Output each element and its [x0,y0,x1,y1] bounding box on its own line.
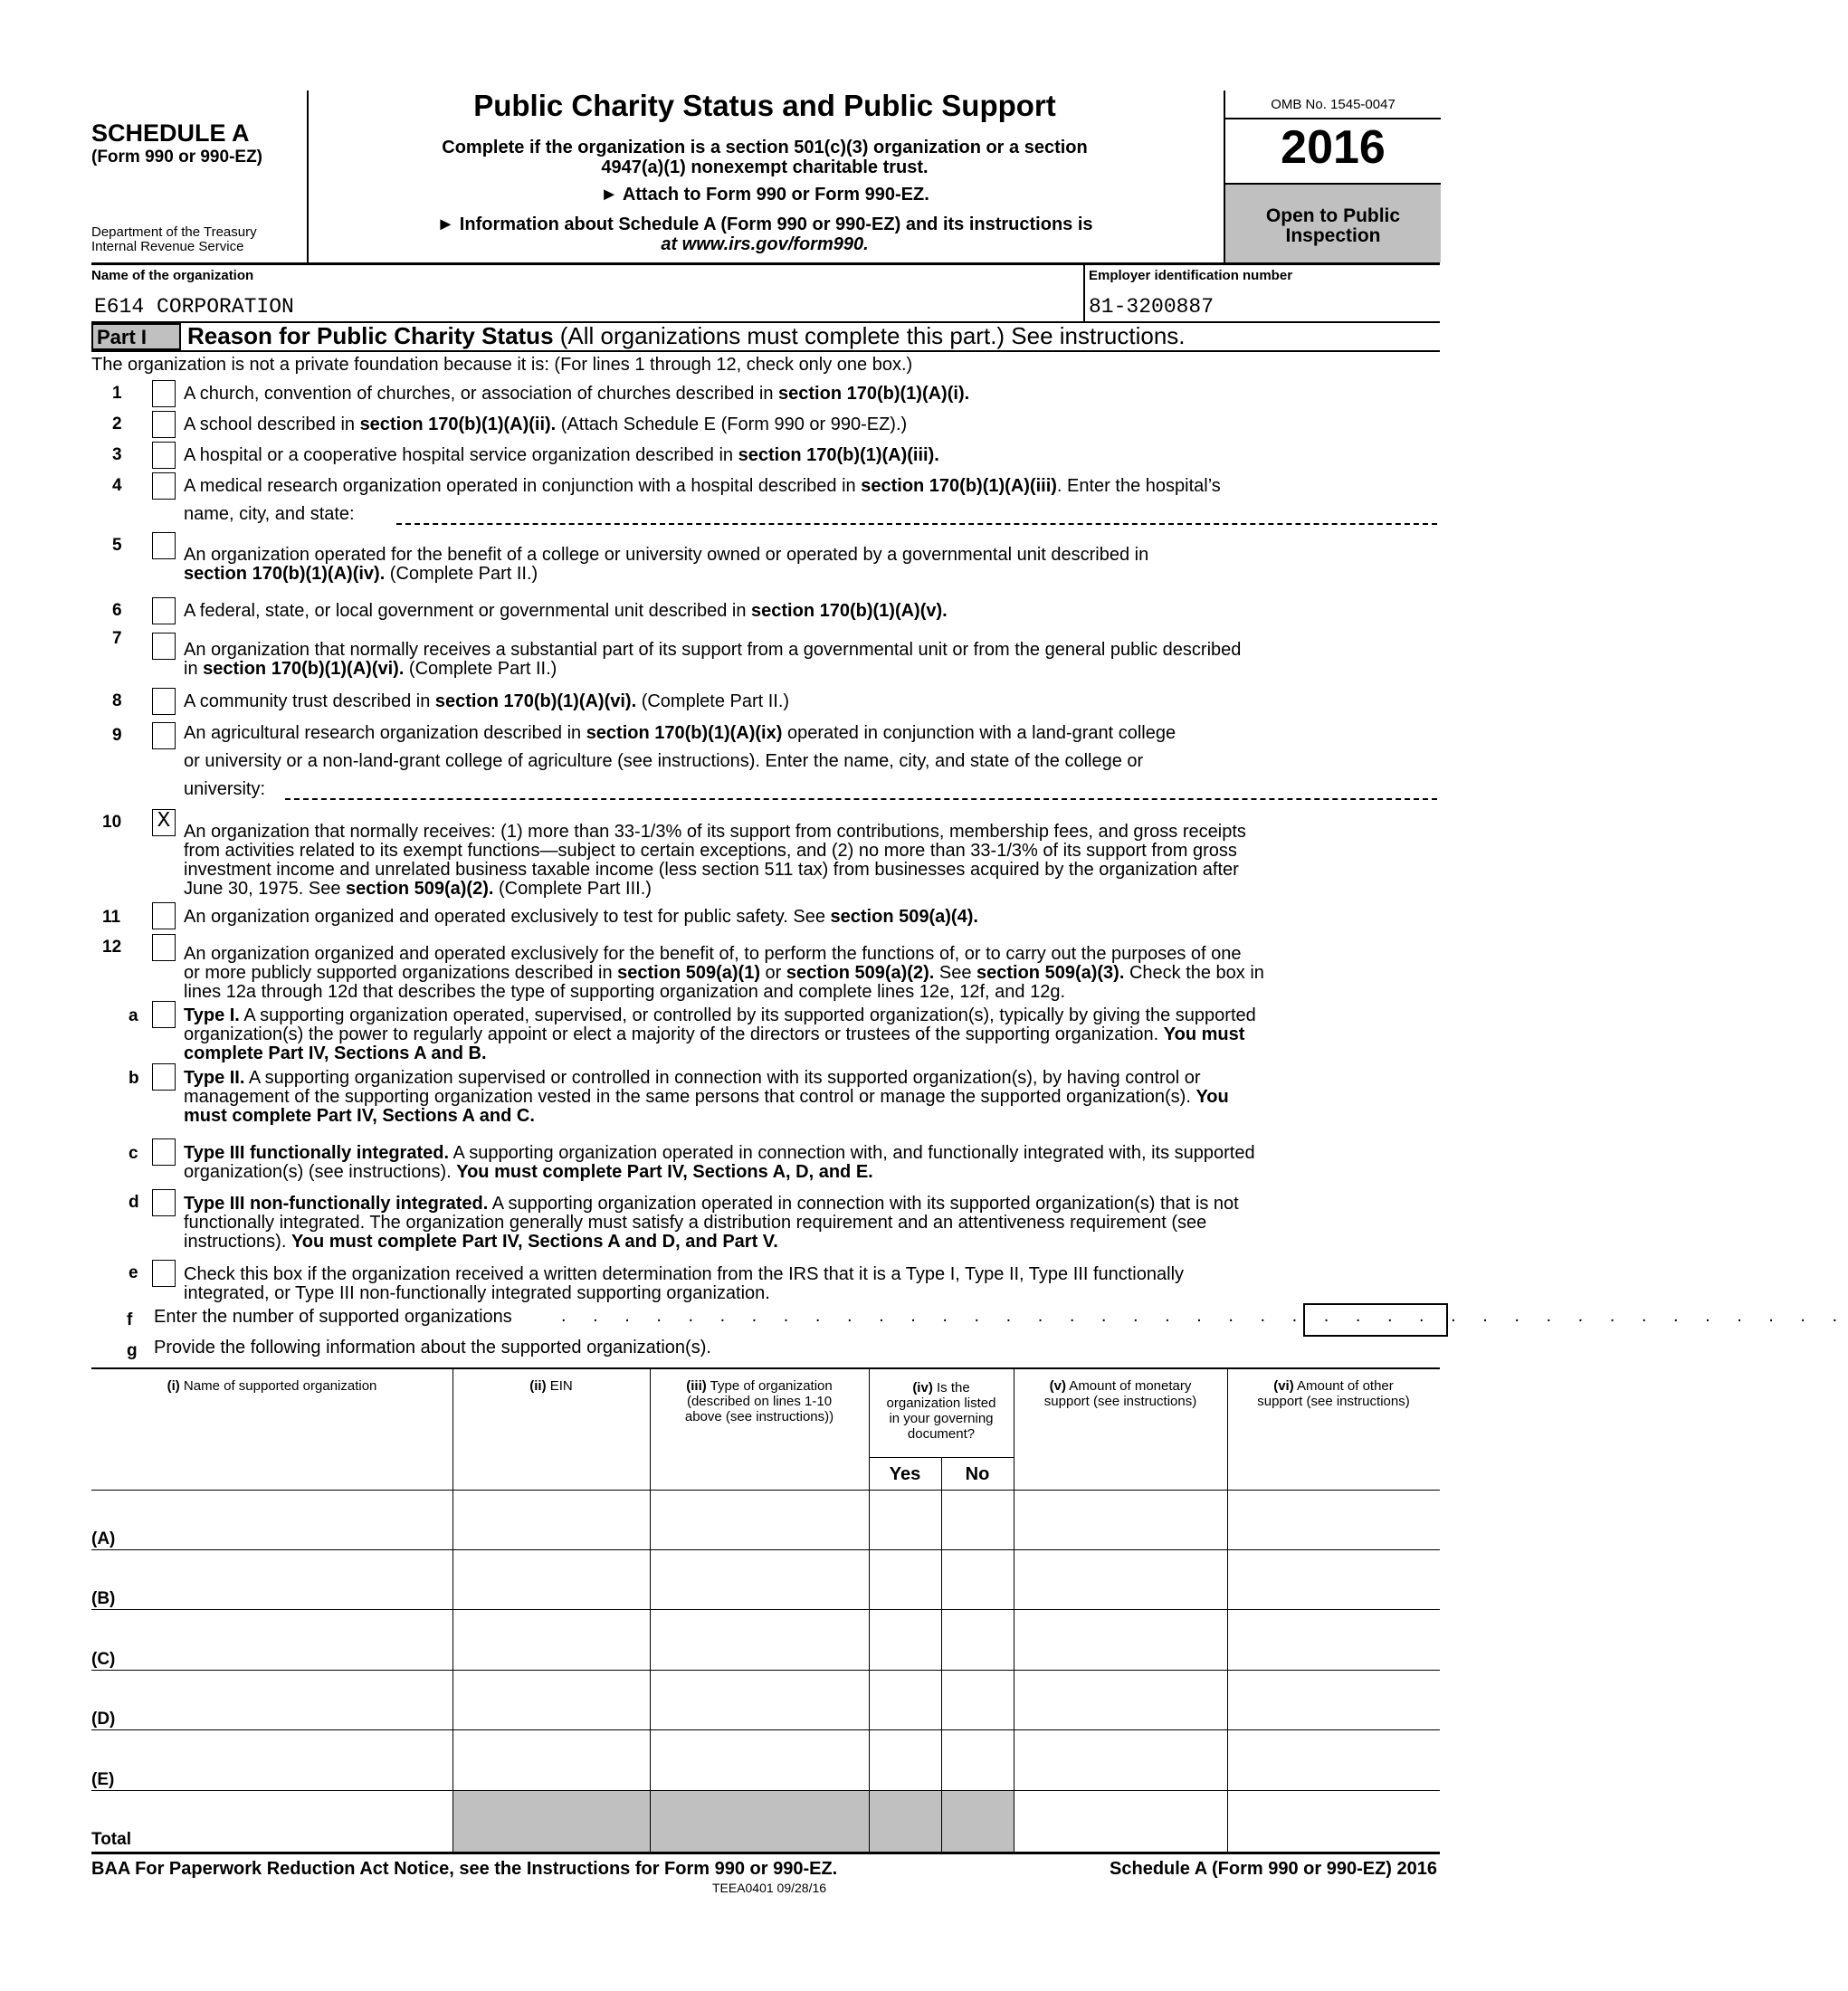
ein-label: Employer identification number [1089,268,1293,283]
line-1-section: section 170(b)(1)(A)(i). [778,384,970,404]
line-12b-text-1: A supporting organization supervised or controlled in connection with its supported organization(s), by having control or [244,1068,1201,1088]
col-header-type [650,1378,869,1424]
line-12f-text: Enter the number of supported organizations [154,1307,512,1327]
line-8-checkbox[interactable] [152,688,176,715]
dot-leader: . . . . . . . . . . . . . . . . . . . . . . . . . . . . . . . . . . . . . . . . . [561,1306,1848,1326]
line-2-text: A school described in [184,414,360,434]
line-10-rest: (Complete Part III.) [493,879,652,899]
col-label: support (see instructions) [1257,1394,1410,1409]
line-12-section-2: section 509(a)(2). [786,963,935,983]
subtitle-line-2: 4947(a)(1) nonexempt charitable trust. [601,157,929,177]
line-12b-you: You [1195,1087,1229,1107]
supported-orgs-count-input[interactable] [1303,1303,1448,1337]
line-12a-must: You must [1163,1024,1245,1044]
total-yes-shaded [870,1791,941,1852]
col-label: in your governing [889,1411,994,1426]
line-1-checkbox[interactable] [152,380,176,407]
col-header-ein [452,1378,650,1394]
line-letter: b [129,1069,139,1088]
line-3-checkbox[interactable] [152,442,176,469]
line-number: 6 [112,601,122,620]
line-3-section: section 170(b)(1)(A)(iii). [738,445,939,465]
line-9-line-3: university: [184,779,266,799]
line-12-section-3: section 509(a)(3). [976,963,1125,983]
line-number: 8 [112,691,122,710]
col-label: EIN [546,1378,573,1394]
col-num: (iv) [912,1380,933,1396]
line-1-text: A church, convention of churches, or association of churches described in [184,384,779,404]
type-3-fi-label: Type III functionally integrated. [184,1143,449,1163]
line-10-text-3: investment income and unrelated business taxable income (less section 511 tax) from businesses acquired by the organization after [184,860,1239,880]
line-12d-text-1: A supporting organization operated in connection with its supported organization(s) that is not [488,1194,1239,1214]
line-12b-text-2: management of the supporting organization vested in the same persons that control or manage the supported organization(s). [184,1087,1196,1107]
line-10-text-2: from activities related to its exempt functions—subject to certain exceptions, and (2) no more than 33-1/3% of its support from gross [184,841,1237,861]
line-2-checkbox[interactable] [152,411,176,438]
line-11-section: section 509(a)(4). [830,907,978,927]
line-12-text-2a: or more publicly supported organizations described in [184,963,618,983]
line-11-checkbox[interactable] [152,902,176,929]
line-10-text-4: June 30, 1975. See [184,879,347,899]
col-label: document? [907,1426,976,1442]
line-letter: c [129,1144,138,1163]
line-number: 4 [112,476,122,495]
row-e-label: (E) [91,1770,115,1789]
line-3-text: A hospital or a cooperative hospital service organization described in [184,445,738,465]
line-9-line-2: or university or a non-land-grant college of agriculture (see instructions). Enter the name, city, and state of the college or [184,751,1144,771]
line-12c-checkbox[interactable] [152,1138,176,1166]
line-12-section-1: section 509(a)(1) [617,963,760,983]
type-3-nfi-label: Type III non-functionally integrated. [184,1194,489,1214]
line-7-rest: (Complete Part II.) [404,659,557,679]
total-type-shaded [651,1791,869,1852]
line-12d-text-2: functionally integrated. The organization generally must satisfy a distribution requirement and an attentiveness requirement (see [184,1213,1207,1233]
line-4-text: A medical research organization operated in conjunction with a hospital described in [184,476,862,496]
line-number: 2 [112,414,122,433]
omb-number: OMB No. 1545-0047 [1271,97,1396,112]
line-7-pre: in [184,659,204,679]
org-name-label: Name of the organization [91,268,254,283]
line-number: 9 [112,726,122,745]
line-letter: e [129,1263,138,1282]
line-8-text: A community trust described in [184,691,435,711]
org-name-value[interactable]: E614 CORPORATION [94,295,294,319]
main-title: Public Charity Status and Public Support [473,89,1056,122]
col-label: organization listed [886,1396,996,1411]
line-12a-text-3: complete Part IV, Sections A and B. [184,1043,487,1063]
line-number: 11 [102,908,121,927]
open-to-public-label: Open to Public [1265,205,1401,226]
part-1-title-bold: Reason for Public Charity Status [187,322,554,349]
footer-baa: BAA For Paperwork Reduction Act Notice, see the Instructions for Form 990 or 990-EZ. [91,1859,838,1879]
line-2-section: section 170(b)(1)(A)(ii). [359,414,557,434]
col-header-other [1227,1378,1440,1409]
line-12e-text-1: Check this box if the organization received a written determination from the IRS that it is a Type I, Type II, Type III functionally [184,1264,1185,1284]
line-12c-text-1: A supporting organization operated in connection with, and functionally integrated with, its supported [449,1143,1255,1163]
part-1-label: Part I [91,323,181,350]
line-12d-must: You must complete Part IV, Sections A and D, and Part V. [291,1232,778,1252]
department-label: Department of the Treasury [91,224,257,240]
row-d-label: (D) [91,1710,116,1729]
line-9-section: section 170(b)(1)(A)(ix) [586,723,783,743]
line-9-text: An agricultural research organization described in [184,723,586,743]
col-label: Is the [932,1380,970,1396]
line-5-checkbox[interactable] [152,532,176,559]
col-num: (iii) [686,1378,707,1394]
hospital-name-entry[interactable] [396,523,1437,525]
line-12c-must: You must complete Part IV, Sections A, D, and E. [456,1162,873,1182]
line-12a-text-1: A supporting organization operated, supervised, or controlled by its supported organization(s), typically by giving the supported [239,1005,1256,1025]
col-label: above (see instructions)) [684,1409,834,1424]
col-header-name [91,1378,452,1394]
line-9-checkbox[interactable] [152,722,176,749]
line-12b-text-3: must complete Part IV, Sections A and C. [184,1106,535,1126]
row-c-label: (C) [91,1650,116,1669]
info-line-2: at www.irs.gov/form990. [661,234,869,254]
line-7-checkbox[interactable] [152,633,176,660]
yes-header: Yes [889,1464,921,1484]
line-6-section: section 170(b)(1)(A)(v). [751,601,948,621]
line-12-checkbox[interactable] [152,934,176,961]
col-label: Type of organization [706,1378,833,1394]
total-label: Total [91,1830,131,1849]
line-12e-checkbox[interactable] [152,1260,176,1287]
line-12a-checkbox[interactable] [152,1001,176,1028]
tax-year: 2016 [1281,121,1386,174]
line-letter: a [129,1006,138,1025]
line-5-text: An organization operated for the benefit of a college or university owned or operated by a governmental unit described in [184,545,1149,565]
schedule-title: SCHEDULE A [91,119,250,147]
col-num: (v) [1049,1378,1066,1394]
type-1-label: Type I. [184,1005,240,1025]
col-num: (i) [167,1378,180,1394]
line-4-label-2: name, city, and state: [184,504,355,524]
line-letter: f [127,1310,133,1329]
line-12-text-2g: Check the box in [1124,963,1264,983]
no-header: No [965,1464,990,1484]
line-12e-text-2: integrated, or Type III non-functionally integrated supporting organization. [184,1283,770,1303]
line-2-rest: (Attach Schedule E (Form 990 or 990-EZ).) [556,414,908,434]
col-num: (vi) [1273,1378,1294,1394]
line-8-section: section 170(b)(1)(A)(vi). [434,691,637,711]
line-12d-text-3: instructions). [184,1232,291,1252]
part-1-intro: The organization is not a private foundation because it is: (For lines 1 through 12, check only one box.) [91,355,913,375]
college-name-entry[interactable] [285,798,1437,800]
line-12-text-2e: See [934,963,976,983]
info-line-1: ► Information about Schedule A (Form 990 or 990-EZ) and its instructions is [436,214,1093,234]
line-11-text: An organization organized and operated exclusively to test for public safety. See [184,907,831,927]
line-4-checkbox[interactable] [152,472,176,500]
row-a-label: (A) [91,1529,116,1548]
type-2-label: Type II. [184,1068,245,1088]
line-7-section: section 170(b)(1)(A)(vi). [203,659,405,679]
line-9-rest: operated in conjunction with a land-grant college [782,723,1176,743]
col-header-monetary [1014,1378,1227,1409]
line-5-rest: (Complete Part II.) [385,564,538,584]
line-7-text: An organization that normally receives a substantial part of its support from a governmental unit or from the general public described [184,640,1242,660]
row-b-label: (B) [91,1589,116,1608]
line-8-rest: (Complete Part II.) [636,691,790,711]
part-1-title-rest: (All organizations must complete this part.) See instructions. [559,322,1186,349]
line-number: 3 [112,445,122,464]
line-12-text-2c: or [760,963,786,983]
irs-label: Internal Revenue Service [91,239,244,254]
total-ein-shaded [453,1791,650,1852]
line-12a-text-2: organization(s) the power to regularly appoint or elect a majority of the directors or trustees of the supporting organization. [184,1024,1164,1044]
line-10-checkbox[interactable]: X [152,809,176,836]
line-number: 5 [112,536,122,555]
line-4-section: section 170(b)(1)(A)(iii) [861,476,1057,496]
col-label: Name of supported organization [179,1378,377,1394]
line-12-text-3: lines 12a through 12d that describes the type of supporting organization and complete lines 12e, 12f, and 12g. [184,982,1066,1002]
line-6-checkbox[interactable] [152,597,176,624]
inspection-label: Inspection [1285,225,1381,246]
line-12b-checkbox[interactable] [152,1063,176,1091]
line-number: 1 [112,384,122,403]
line-letter: g [127,1341,138,1360]
ein-value[interactable]: 81-3200887 [1089,295,1215,319]
line-12c-text-2: organization(s) (see instructions). [184,1162,457,1182]
footer-code: TEEA0401 09/28/16 [711,1881,827,1895]
line-10-text-1: An organization that normally receives: (1) more than 33-1/3% of its support from contributions, membership fees, and gross receipts [184,822,1246,842]
line-6-text: A federal, state, or local government or governmental unit described in [184,601,752,621]
line-12-text-1: An organization organized and operated exclusively for the benefit of, to perform the functions of, or to carry out the purposes of one [184,944,1242,964]
attach-instruction: ► Attach to Form 990 or Form 990-EZ. [600,185,929,205]
line-4-rest: . Enter the hospital’s [1056,476,1221,496]
col-label: Amount of monetary [1065,1378,1192,1394]
subtitle-line-1: Complete if the organization is a section 501(c)(3) organization or a section [442,138,1088,157]
line-12g-text: Provide the following information about the supported organization(s). [154,1338,711,1358]
schedule-subtitle: (Form 990 or 990-EZ) [91,148,262,167]
line-12d-checkbox[interactable] [152,1189,176,1216]
part-1-title [187,322,1186,350]
line-5-section: section 170(b)(1)(A)(iv). [184,564,386,584]
line-number: 12 [102,938,122,957]
col-label: Amount of other [1293,1378,1394,1394]
footer-schedule: Schedule A (Form 990 or 990-EZ) 2016 [1110,1859,1437,1879]
col-label: (described on lines 1-10 [686,1394,833,1409]
total-no-shaded [942,1791,1014,1852]
col-num: (ii) [529,1378,547,1394]
col-label: support (see instructions) [1043,1394,1197,1409]
line-letter: d [129,1193,139,1212]
line-10-section: section 509(a)(2). [346,879,494,899]
col-header-listed [869,1380,1014,1442]
line-number: 10 [102,813,122,832]
line-number: 7 [112,629,122,648]
